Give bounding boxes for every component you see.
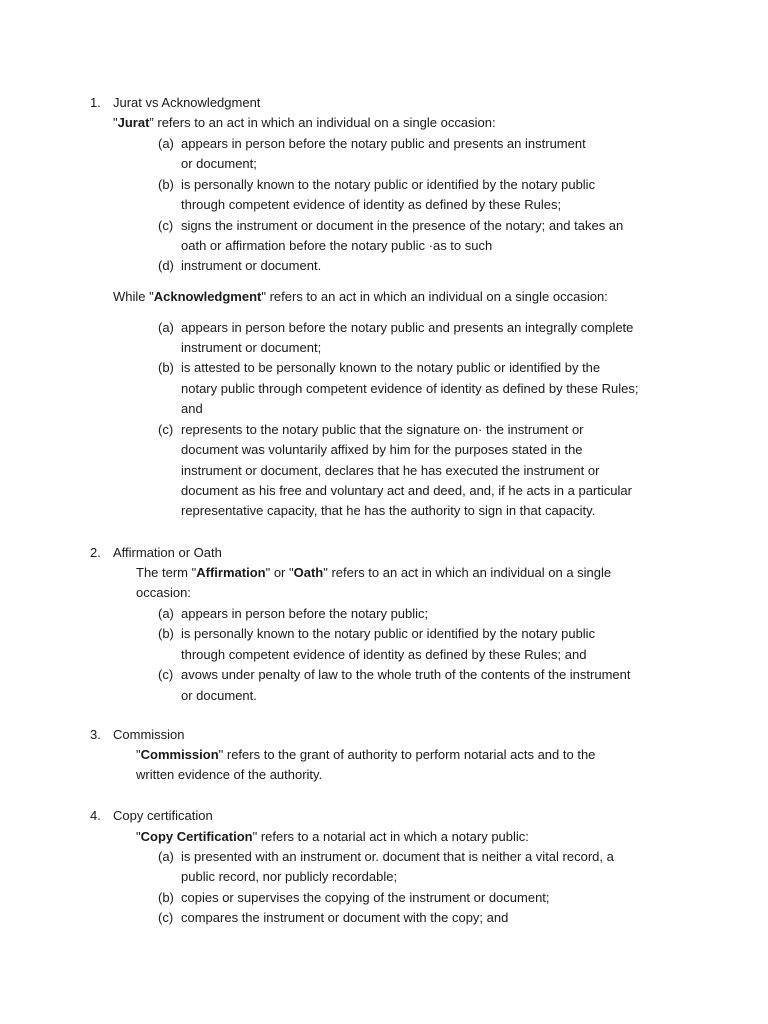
item-text: or document. — [181, 688, 257, 703]
item-text: signs the instrument or document in the presence of the notary; and takes an — [181, 218, 624, 233]
item-text: through competent evidence of identity as defined by these Rules; and — [181, 647, 587, 662]
intro-text: " refers to an act in which an individual on a single occasion: — [261, 289, 608, 304]
intro-text: While " — [113, 289, 154, 304]
item-label: (b) — [158, 626, 174, 641]
item-label: (a) — [158, 320, 174, 335]
section-3-title: Commission — [113, 727, 185, 742]
intro-text: occasion: — [136, 585, 191, 600]
item-text: representative capacity, that he has the authority to sign in that capacity. — [181, 503, 596, 518]
item-label: (b) — [158, 890, 174, 905]
item-text: oath or affirmation before the notary public ·as to such — [181, 238, 493, 253]
item-text: is personally known to the notary public or identified by the notary public — [181, 626, 596, 641]
item-text: instrument or document; — [181, 340, 322, 355]
item-label: (c) — [158, 910, 174, 925]
intro-text: " or " — [265, 565, 294, 580]
item-text: represents to the notary public that the signature on· the instrument or — [181, 422, 584, 437]
term-jurat: Jurat — [117, 115, 150, 130]
item-text: public record, nor publicly recordable; — [181, 869, 398, 884]
acknowledgment-intro — [113, 287, 608, 307]
section-4-title: Copy certification — [113, 808, 213, 823]
section-1-intro — [113, 113, 496, 133]
item-text: instrument or document, declares that he has executed the instrument or — [181, 463, 600, 478]
item-text: is presented with an instrument or. document that is neither a vital record, a — [181, 849, 614, 864]
item-text: instrument or document. — [181, 258, 322, 273]
section-2-title: Affirmation or Oath — [113, 545, 222, 560]
item-label: (d) — [158, 258, 174, 273]
term-affirmation: Affirmation — [196, 565, 266, 580]
item-label: (c) — [158, 667, 174, 682]
item-label: (c) — [158, 422, 174, 437]
item-text: and — [181, 401, 203, 416]
item-label: (c) — [158, 218, 174, 233]
section-2-intro — [136, 563, 611, 583]
intro-text: " — [136, 747, 141, 762]
term-commission: Commission — [140, 747, 219, 762]
intro-text: ” refers to an act in which an individual on a single occasion: — [149, 115, 496, 130]
intro-text: The term " — [136, 565, 197, 580]
item-text: is attested to be personally known to the notary public or identified by the — [181, 360, 601, 375]
item-label: (b) — [158, 177, 174, 192]
term-oath: Oath — [293, 565, 324, 580]
section-3-intro — [136, 745, 595, 765]
section-4-intro — [136, 827, 529, 847]
intro-text: " refers to the grant of authority to perform notarial acts and to the — [218, 747, 596, 762]
item-text: appears in person before the notary public and presents an instrument — [181, 136, 586, 151]
item-text: appears in person before the notary public; — [181, 606, 429, 621]
item-text: document was voluntarily affixed by him for the purposes stated in the — [181, 442, 583, 457]
intro-text: written evidence of the authority. — [136, 767, 323, 782]
item-text: appears in person before the notary public and presents an integrally complete — [181, 320, 634, 335]
item-text: copies or supervises the copying of the instrument or document; — [181, 890, 550, 905]
item-text: document as his free and voluntary act and deed, and, if he acts in a particular — [181, 483, 632, 498]
item-text: notary public through competent evidence of identity as defined by these Rules; — [181, 381, 639, 396]
section-4-number: 4. — [90, 808, 101, 823]
section-1-number: 1. — [90, 95, 101, 110]
item-label: (a) — [158, 136, 174, 151]
item-label: (a) — [158, 606, 174, 621]
item-label: (b) — [158, 360, 174, 375]
intro-text: " — [136, 829, 141, 844]
term-acknowledgment: Acknowledgment — [153, 289, 262, 304]
section-3-number: 3. — [90, 727, 101, 742]
intro-text: " refers to an act in which an individual on a single — [323, 565, 612, 580]
item-text: is personally known to the notary public or identified by the notary public — [181, 177, 596, 192]
item-text: or document; — [181, 156, 257, 171]
item-text: compares the instrument or document with the copy; and — [181, 910, 509, 925]
section-1-title: Jurat vs Acknowledgment — [113, 95, 261, 110]
item-text: through competent evidence of identity as defined by these Rules; — [181, 197, 562, 212]
section-2-number: 2. — [90, 545, 101, 560]
item-label: (a) — [158, 849, 174, 864]
item-text: avows under penalty of law to the whole truth of the contents of the instrument — [181, 667, 631, 682]
intro-quote: " — [113, 115, 118, 130]
term-copy-certification: Copy Certification — [140, 829, 253, 844]
intro-text: " refers to a notarial act in which a notary public: — [252, 829, 529, 844]
